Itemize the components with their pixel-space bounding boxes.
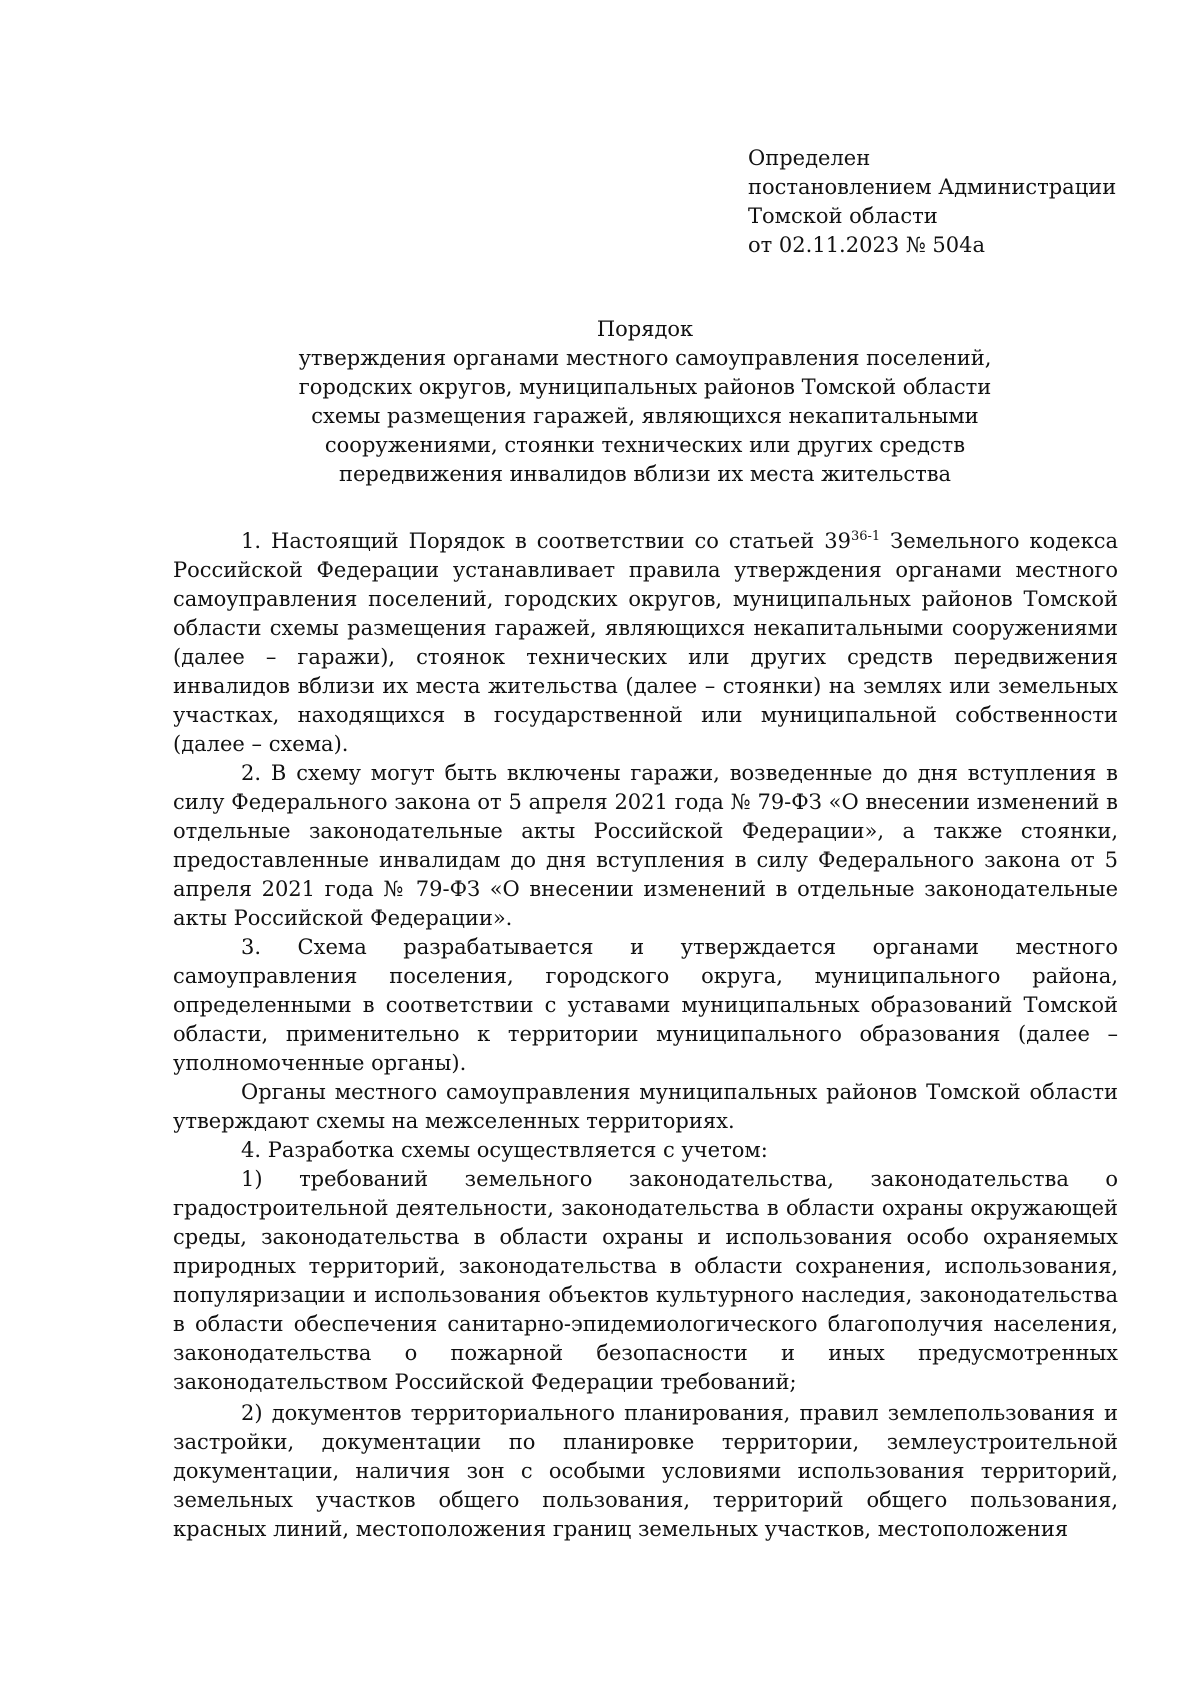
paragraph-4: Органы местного самоуправления муниципальных районов Томской области утверждают схемы на межселенных территориях. <box>173 1080 1118 1133</box>
title-line-1: утверждения органами местного самоуправления поселений, <box>298 346 992 370</box>
paragraph-3: 3. Схема разрабатывается и утверждается органами местного самоуправления поселения, городского округа, муниципального района, определенными в соответствии с уставами муниципальных образований Томской области, применительно к территории муниципального образования (далее – уполномоченные органы). <box>173 935 1118 1075</box>
approval-line-1: Определен <box>748 146 871 170</box>
approval-line-4: от 02.11.2023 № 504а <box>748 233 985 257</box>
approval-stamp <box>748 144 1168 260</box>
title-line-2: городских округов, муниципальных районов Томской области <box>298 375 992 399</box>
paragraph-1-rest: Земельного кодекса Российской Федерации устанавливает правила утверждения органами местного самоуправления поселений, городских округов, муниципальных районов Томской области схемы размещения гаражей, являющихся некапитальными сооружениями (далее – гаражи), стоянок технических или других средств передвижения инвалидов вблизи их места жительства (далее – стоянки) на землях или земельных участках, находящихся в государственной или муниципальной собственности (далее – схема). <box>173 529 1119 756</box>
approval-line-2: постановлением Администрации <box>748 175 1117 199</box>
paragraph-1-start: 1. Настоящий Порядок в соответствии со статьей 39 <box>241 529 851 553</box>
paragraph-6: 1) требований земельного законодательства, законодательства о градостроительной деятельности, законодательства в области охраны окружающей среды, законодательства в области охраны и использования особо охраняемых природных территорий, законодательства в области сохранения, использования, популяризации и использования объектов культурного наследия, законодательства в области обеспечения санитарно-эпидемиологического благополучия населения, законодательства о пожарной безопасности и иных предусмотренных законодательством Российской Федерации требований; <box>173 1167 1118 1394</box>
title-line-4: сооружениями, стоянки технических или других средств <box>324 433 966 457</box>
document-title <box>180 315 1110 489</box>
approval-line-3: Томской области <box>748 204 938 228</box>
paragraph-7: 2) документов территориального планирования, правил землепользования и застройки, документации по планировке территории, землеустроительной документации, наличия зон с особыми условиями использования территорий, земельных участков общего пользования, территорий общего пользования, красных линий, местоположения границ земельных участков, местоположения <box>173 1401 1118 1541</box>
paragraph-1 <box>173 527 1118 759</box>
paragraph-2: 2. В схему могут быть включены гаражи, возведенные до дня вступления в силу Федерального закона от 5 апреля 2021 года № 79-ФЗ «О внесении изменений в отдельные законодательные акты Российской Федерации», а также стоянки, предоставленные инвалидам до дня вступления в силу Федерального закона от 5 апреля 2021 года № 79-ФЗ «О внесении изменений в отдельные законодательные акты Российской Федерации». <box>173 761 1118 930</box>
title-heading: Порядок <box>596 317 694 341</box>
document-body <box>173 527 1118 1544</box>
title-line-5: передвижения инвалидов вблизи их места жительства <box>338 462 952 486</box>
paragraph-5: 4. Разработка схемы осуществляется с учетом: <box>241 1138 768 1162</box>
article-superscript: 36-1 <box>850 529 881 544</box>
title-line-3: схемы размещения гаражей, являющихся некапитальными <box>311 404 979 428</box>
